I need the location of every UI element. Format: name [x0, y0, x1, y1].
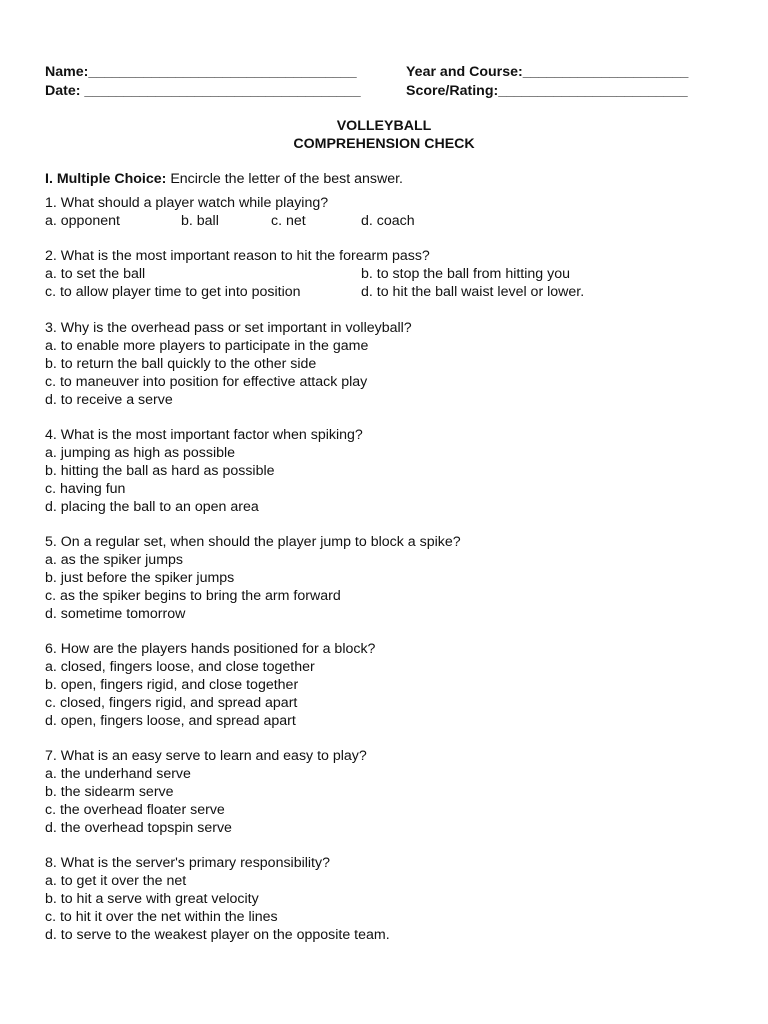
option-d: d. the overhead topspin serve	[45, 819, 232, 836]
question-text: 5. On a regular set, when should the player jump to block a spike?	[45, 534, 461, 550]
section-label: I. Multiple Choice:	[45, 171, 167, 187]
option-d: d. to serve to the weakest player on the opposite team.	[45, 926, 390, 943]
score-field-label: Score/Rating:________________________	[406, 83, 688, 99]
option-b: b. the sidearm serve	[45, 783, 174, 800]
option-d: d. placing the ball to an open area	[45, 498, 259, 515]
question-text: 4. What is the most important factor when spiking?	[45, 427, 363, 443]
option-c: c. closed, fingers rigid, and spread apart	[45, 694, 298, 711]
option-b: b. just before the spiker jumps	[45, 569, 235, 586]
question-2	[45, 248, 745, 302]
question-text: 7. What is an easy serve to learn and easy to play?	[45, 748, 367, 764]
option-row	[45, 266, 745, 284]
question-7	[45, 748, 745, 837]
option-c: c. as the spiker begins to bring the arm forward	[45, 587, 341, 604]
name-field-label: Name:__________________________________	[45, 64, 357, 80]
worksheet-title: VOLLEYBALL	[336, 118, 432, 134]
question-4	[45, 427, 745, 516]
option-row	[45, 213, 745, 231]
option-c: c. net	[271, 212, 306, 229]
date-field-label: Date: ___________________________________	[45, 83, 361, 99]
option-d: d. to hit the ball waist level or lower.	[361, 283, 585, 300]
option-c: c. to maneuver into position for effective attack play	[45, 373, 368, 390]
option-c: c. having fun	[45, 480, 126, 497]
question-text: 6. How are the players hands positioned for a block?	[45, 641, 376, 657]
section-instruction-text: Encircle the letter of the best answer.	[166, 171, 403, 187]
option-b: b. to hit a serve with great velocity	[45, 890, 259, 907]
option-c: c. the overhead floater serve	[45, 801, 225, 818]
option-a: a. jumping as high as possible	[45, 444, 236, 461]
option-d: d. open, fingers loose, and spread apart	[45, 712, 296, 729]
option-a: a. closed, fingers loose, and close together	[45, 658, 315, 675]
option-b: b. open, fingers rigid, and close together	[45, 676, 299, 693]
question-1	[45, 195, 745, 231]
question-6	[45, 641, 745, 730]
option-a: a. to set the ball	[45, 265, 146, 282]
option-d: d. sometime tomorrow	[45, 605, 186, 622]
question-text: 3. Why is the overhead pass or set important in volleyball?	[45, 320, 412, 336]
question-text: 1. What should a player watch while playing?	[45, 195, 329, 211]
option-c: c. to allow player time to get into position	[45, 283, 301, 300]
option-a: a. opponent	[45, 212, 120, 229]
option-a: a. to get it over the net	[45, 872, 187, 889]
option-b: b. to return the ball quickly to the other side	[45, 355, 317, 372]
option-row	[45, 284, 745, 302]
worksheet-subtitle: COMPREHENSION CHECK	[293, 136, 475, 152]
option-b: b. ball	[181, 212, 219, 229]
option-b: b. hitting the ball as hard as possible	[45, 462, 275, 479]
option-b: b. to stop the ball from hitting you	[361, 265, 570, 282]
option-d: d. to receive a serve	[45, 391, 173, 408]
option-a: a. as the spiker jumps	[45, 551, 183, 568]
option-c: c. to hit it over the net within the lines	[45, 908, 278, 925]
question-3	[45, 320, 745, 409]
option-a: a. to enable more players to participate in the game	[45, 337, 369, 354]
section-instruction	[45, 171, 403, 189]
option-d: d. coach	[361, 212, 415, 229]
question-5	[45, 534, 745, 623]
question-8	[45, 855, 745, 944]
option-a: a. the underhand serve	[45, 765, 191, 782]
year-course-field-label: Year and Course:_____________________	[406, 64, 689, 80]
question-text: 2. What is the most important reason to hit the forearm pass?	[45, 248, 430, 264]
question-text: 8. What is the server's primary responsibility?	[45, 855, 330, 871]
